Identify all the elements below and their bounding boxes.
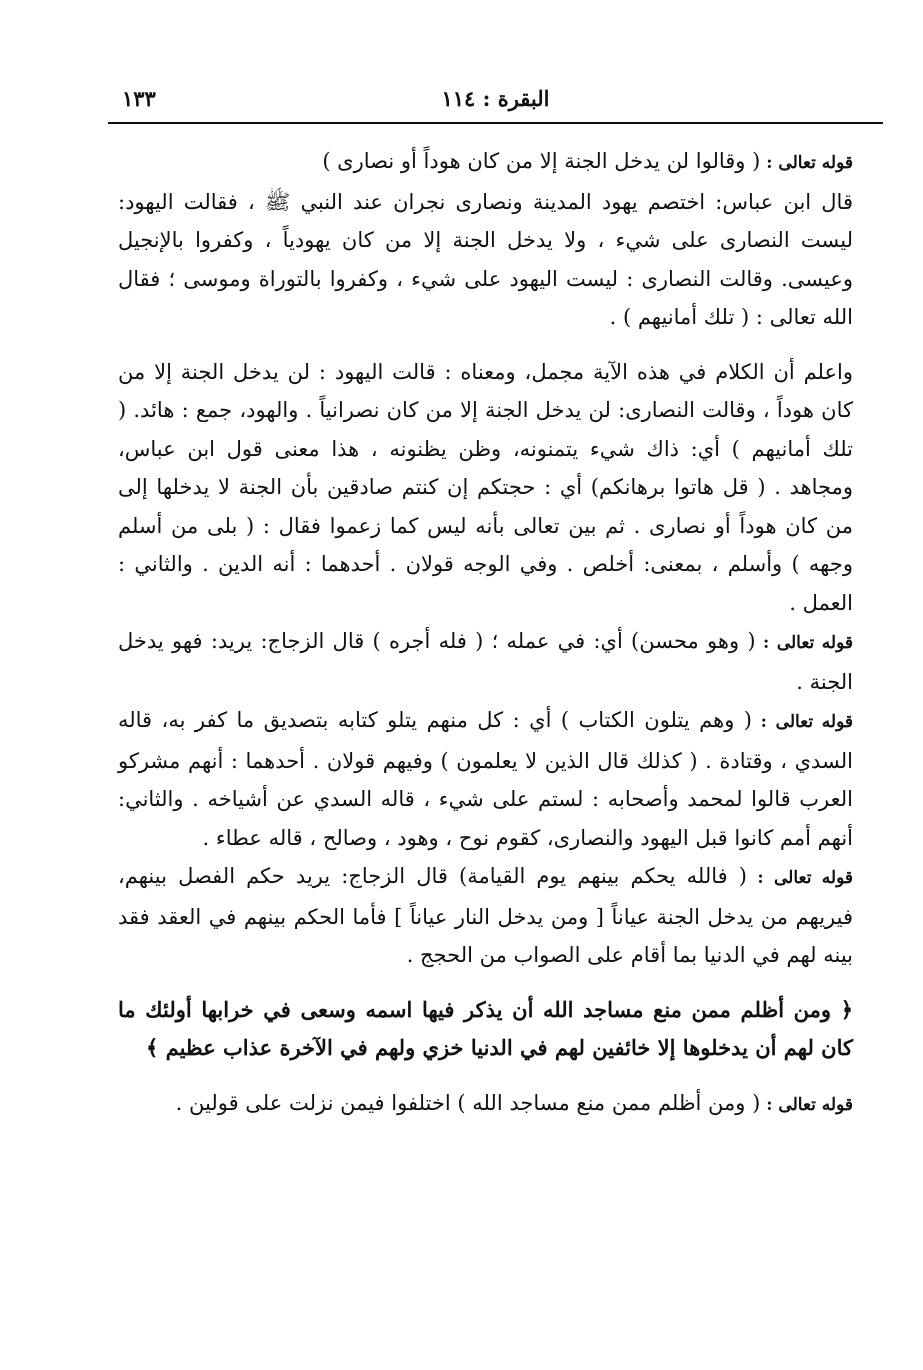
- paragraph-text: واعلم أن الكلام في هذه الآية مجمل، ومعناه : قالت اليهود : لن يدخل الجنة إلا من كان هوداً ، وقالت النصارى: لن يدخل الجنة إلا من كان نصرانياً . والهود، جمع : هائد. ( تلك أمانيهم ) أي: ذاك شيء يتمنونه، وظن يظنونه ، هذا معنى قول ابن عباس، ومجاهد . ( قل هاتوا برهانكم) أي : حجتكم إن كنتم صادقين بأن الجنة لا يدخلها إلى من كان هوداً أو نصارى . ثم بين تعالى بأنه ليس كما زعموا فقال : ( بلى من أسلم وجهه ) وأسلم ، بمعنى: أخلص . وفي الوجه قولان . أحدهما : أنه الدين . والثاني : العمل .: [118, 359, 853, 615]
- running-title: البقرة : ١١٤: [441, 86, 550, 111]
- page-header: [108, 84, 883, 124]
- paragraph-text: ( وهم يتلون الكتاب ) أي : كل منهم يتلو كتابه بتصديق ما كفر به، قاله السدي ، وقتادة . ( كذلك قال الذين لا يعلمون ) وفيهم قولان . أحدهما : أنهم مشركو العرب قالوا لمحمد وأصحابه : لستم على شيء ، قاله السدي عن أشياخه . والثاني: أنهم أمم كانوا قبل اليهود والنصارى، كقوم نوح ، وهود ، وصالح ، قاله عطاء .: [118, 708, 853, 850]
- verse-text: ﴿ ومن أظلم ممن منع مساجد الله أن يذكر فيها اسمه وسعى في خرابها أولئك ما كان لهم أن يدخلوها إلا خائفين لهم في الدنيا خزي ولهم في الآخرة عذاب عظيم ﴾: [118, 996, 853, 1060]
- paragraph-lead: قوله تعالى :: [746, 868, 853, 888]
- paragraph-yatlun: [118, 701, 853, 857]
- paragraph-verse-heading: [118, 142, 853, 183]
- page-number: ١٣٣: [122, 86, 156, 111]
- quran-verse: [118, 991, 853, 1068]
- paragraph-explanation: [118, 353, 853, 623]
- paragraph-text: ( ومن أظلم ممن منع مساجد الله ) اختلفوا فيمن نزلت على قولين .: [175, 1090, 761, 1115]
- paragraph-azlam: [118, 1084, 853, 1125]
- paragraph-text: ( فالله يحكم بينهم يوم القيامة) قال الزجاج: يريد حكم الفصل بينهم، فيريهم من يدخل الجنة عياناً [ ومن يدخل النار عياناً ] فأما الحكم بينهم في العقد فقد بينه لهم في الدنيا بما أقام على الصواب من الحجج .: [118, 864, 853, 967]
- paragraph-lead: قوله تعالى :: [760, 1094, 853, 1115]
- paragraph-lead: قوله تعالى :: [760, 153, 853, 173]
- paragraph-lead: قوله تعالى :: [755, 633, 853, 653]
- paragraph-lead: قوله تعالى :: [751, 712, 854, 732]
- page-body: [118, 142, 853, 1124]
- paragraph-text: ( وقالوا لن يدخل الجنة إلا من كان هوداً أو نصارى ): [322, 149, 761, 173]
- paragraph-text: ( وهو محسن) أي: في عمله ؛ ( فله أجره ) قال الزجاج: يريد: فهو يدخل الجنة .: [118, 629, 853, 694]
- paragraph-text: قال ابن عباس: اختصم يهود المدينة ونصارى نجران عند النبي ﷺ ، فقالت اليهود: ليست النصارى على شيء ، ولا يدخل الجنة إلا من كان يهودياً ، وكفروا بالإنجيل وعيسى. وقالت النصارى : ليست اليهود على شيء ، وكفروا بالتوراة وموسى ؛ فقال الله تعالى : ( تلك أمانيهم ) .: [118, 189, 853, 329]
- paragraph-yahkum: [118, 857, 853, 975]
- paragraph-ibn-abbas: [118, 183, 853, 337]
- paragraph-muhsin: [118, 622, 853, 701]
